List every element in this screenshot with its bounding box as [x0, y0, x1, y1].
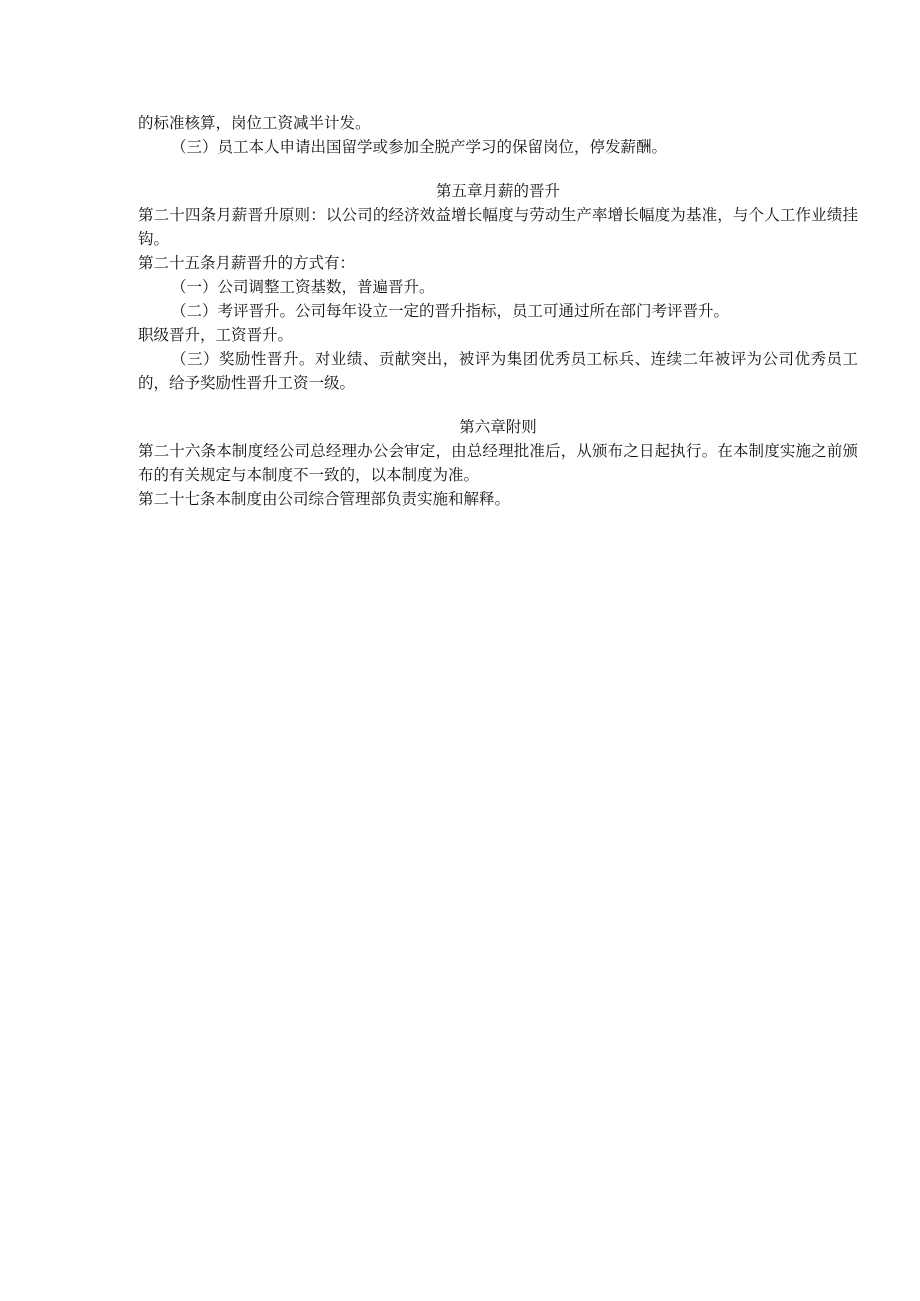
article-26-paragraph: 第二十六条本制度经公司总经理办公会审定，由总经理批准后，从颁布之日起执行。在本制度实施之前颁布的有关规定与本制度不一致的，以本制度为准。	[138, 442, 858, 484]
article-24-paragraph: 第二十四条月薪晋升原则：以公司的经济效益增长幅度与劳动生产率增长幅度为基准，与个人工作业绩挂钩。	[138, 206, 858, 248]
continuation-paragraph: 的标准核算，岗位工资减半计发。	[138, 114, 371, 132]
method-2-continuation: 职级晋升，工资晋升。	[138, 326, 294, 344]
chapter-5-heading: 第五章月薪的晋升	[435, 182, 560, 200]
method-1-paragraph: （一）公司调整工资基数，普遍晋升。	[171, 278, 435, 296]
article-25-paragraph: 第二十五条月薪晋升的方式有：	[138, 254, 356, 272]
section-gap	[138, 395, 858, 415]
item-3-paragraph: （三）员工本人申请出国留学或参加全脱产学习的保留岗位，停发薪酬。	[171, 138, 668, 156]
method-3-paragraph: （三）奖励性晋升。对业绩、贡献突出，被评为集团优秀员工标兵、连续二年被评为公司优秀员工的，给予奖励性晋升工资一级。	[138, 350, 858, 392]
section-gap	[138, 159, 858, 179]
chapter-6-heading: 第六章附则	[459, 418, 537, 436]
method-2-paragraph: （二）考评晋升。公司每年设立一定的晋升指标，员工可通过所在部门考评晋升。	[171, 302, 730, 320]
document-body	[138, 111, 858, 511]
article-27-paragraph: 第二十七条本制度由公司综合管理部负责实施和解释。	[138, 490, 511, 508]
